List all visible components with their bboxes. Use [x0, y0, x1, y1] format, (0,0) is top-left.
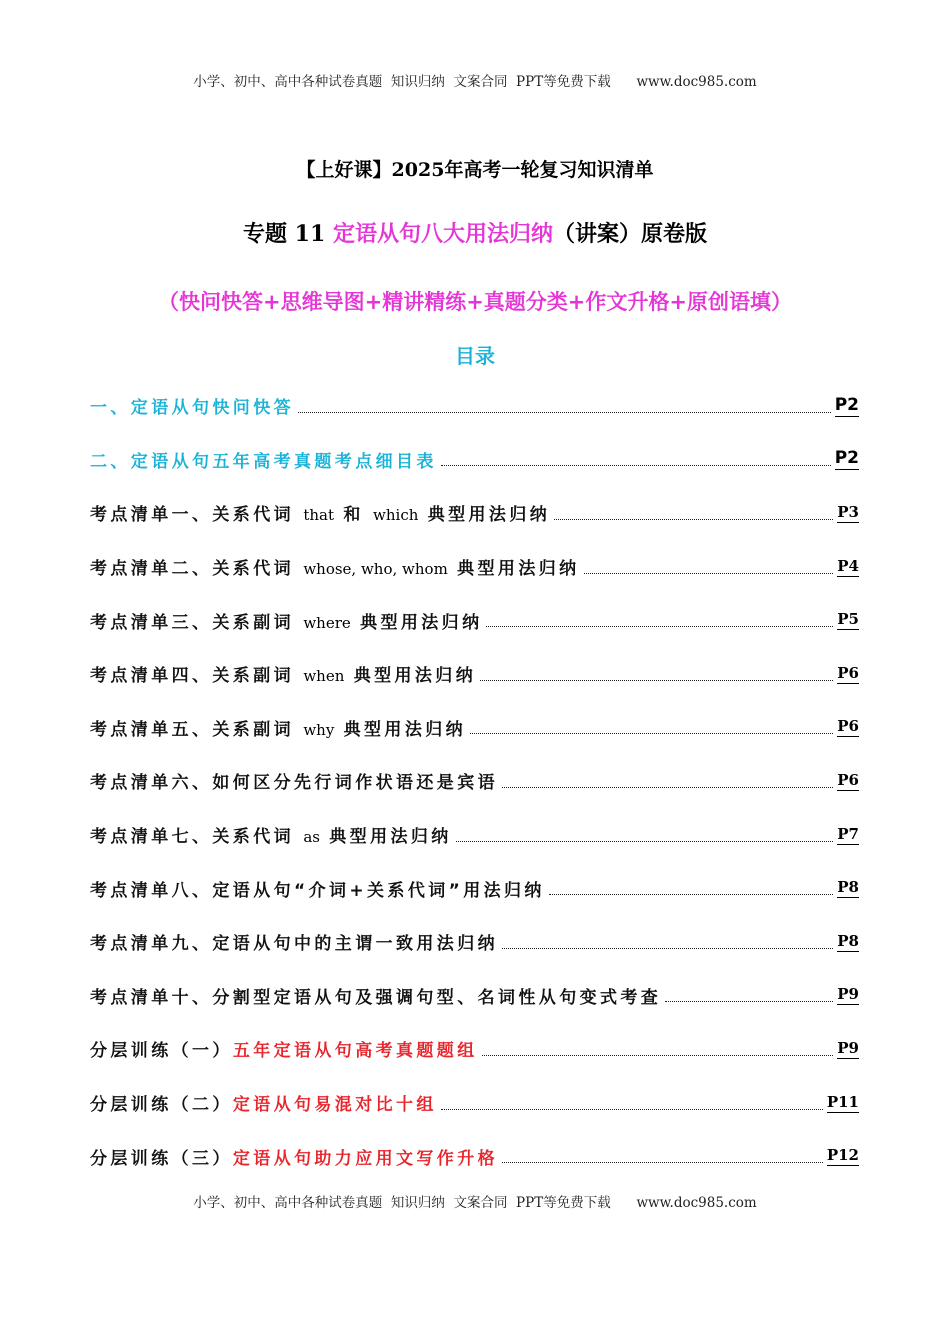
- toc-entry[interactable]: [90, 808, 859, 862]
- toc-entry-label: 考点清单一、关系代词 that 和 which 典型用法归纳: [90, 505, 551, 526]
- toc-entry-label: 分层训练（一）五年定语从句高考真题题组: [90, 1041, 478, 1062]
- footer-banner: 小学、初中、高中各种试卷真题 知识归纳 文案合同 PPT等免费下载 www.doc985.com: [193, 1195, 757, 1211]
- toc-leader: [441, 1108, 823, 1110]
- toc-leader: [456, 840, 834, 842]
- toc-entry-label: 考点清单四、关系副词 when 典型用法归纳: [90, 666, 477, 687]
- toc-entry[interactable]: [90, 754, 859, 808]
- toc-page-number: P2: [834, 394, 859, 415]
- table-of-contents: [90, 379, 859, 1183]
- features-line: （快问快答+思维导图+精讲精练+真题分类+作文升格+原创语填）: [158, 290, 792, 314]
- toc-page-number: P5: [837, 610, 859, 629]
- toc-page-number: P4: [837, 556, 859, 575]
- toc-page-number: P6: [837, 663, 859, 682]
- toc-leader: [502, 786, 833, 788]
- toc-page-number: P12: [826, 1146, 859, 1165]
- toc-leader: [584, 572, 834, 574]
- toc-leader: [441, 464, 831, 466]
- toc-entry-label: 考点清单七、关系代词 as 典型用法归纳: [90, 827, 452, 848]
- toc-page-number: P9: [837, 985, 859, 1004]
- title-rest: 年高考一轮复习知识清单: [444, 159, 654, 181]
- toc-entry[interactable]: [90, 1076, 859, 1130]
- toc-entry-label: 二、定语从句五年高考真题考点细目表: [90, 451, 437, 472]
- subtitle-number: 11: [294, 221, 326, 247]
- toc-leader: [480, 679, 833, 681]
- toc-entry-label: 一、定语从句快问快答: [90, 398, 294, 419]
- toc-leader: [486, 625, 833, 627]
- toc-leader: [482, 1054, 834, 1056]
- toc-entry[interactable]: [90, 379, 859, 433]
- toc-entry-label: 分层训练（二）定语从句易混对比十组: [90, 1095, 437, 1116]
- toc-entry-label: 考点清单六、如何区分先行词作状语还是宾语: [90, 773, 498, 794]
- toc-entry-label: 考点清单五、关系副词 why 典型用法归纳: [90, 719, 467, 740]
- toc-page-number: P9: [837, 1038, 859, 1057]
- toc-entry[interactable]: [90, 1129, 859, 1183]
- toc-page-number: P11: [826, 1092, 859, 1111]
- toc-page-number: P6: [837, 717, 859, 736]
- document-title: [0, 155, 950, 182]
- toc-entry[interactable]: [90, 915, 859, 969]
- title-year: 2025: [391, 159, 445, 181]
- toc-entry[interactable]: [90, 861, 859, 915]
- toc-leader: [502, 1161, 823, 1163]
- toc-entry[interactable]: [90, 433, 859, 487]
- toc-page-number: P2: [834, 448, 859, 469]
- toc-entry-label: 考点清单九、定语从句中的主谓一致用法归纳: [90, 934, 498, 955]
- toc-entry-label: 分层训练（三）定语从句助力应用文写作升格: [90, 1148, 499, 1169]
- toc-entry-label: 考点清单二、关系代词 whose, who, whom 典型用法归纳: [90, 559, 580, 580]
- toc-leader: [298, 411, 831, 413]
- toc-page-number: P3: [837, 502, 859, 521]
- toc-entry-label: 考点清单八、定语从句“介词+关系代词”用法归纳: [90, 880, 545, 901]
- title-prefix: 【上好课】: [296, 159, 392, 181]
- header-banner: 小学、初中、高中各种试卷真题 知识归纳 文案合同 PPT等免费下载 www.doc985.com: [193, 74, 757, 90]
- toc-leader: [502, 947, 833, 949]
- toc-page-number: P8: [837, 931, 859, 950]
- toc-entry[interactable]: [90, 969, 859, 1023]
- toc-entry[interactable]: [90, 647, 859, 701]
- toc-page-number: P8: [837, 878, 859, 897]
- subtitle-topic: 定语从句八大用法归纳: [332, 222, 553, 247]
- toc-page-number: P7: [837, 824, 859, 843]
- toc-leader: [665, 1000, 833, 1002]
- toc-leader: [554, 518, 833, 520]
- toc-heading: 目录: [455, 344, 495, 368]
- toc-entry[interactable]: [90, 486, 859, 540]
- toc-page-number: P6: [837, 770, 859, 789]
- toc-entry[interactable]: [90, 701, 859, 755]
- subtitle-tail: （讲案）原卷版: [552, 222, 707, 247]
- toc-entry[interactable]: [90, 540, 859, 594]
- toc-leader: [549, 893, 833, 895]
- toc-entry-label: 考点清单十、分割型定语从句及强调句型、名词性从句变式考查: [90, 987, 662, 1008]
- subtitle-lead: 专题: [242, 222, 287, 247]
- toc-entry-label: 考点清单三、关系副词 where 典型用法归纳: [90, 612, 483, 633]
- toc-leader: [470, 732, 833, 734]
- toc-entry[interactable]: [90, 593, 859, 647]
- document-subtitle: [0, 217, 950, 248]
- toc-entry[interactable]: [90, 1022, 859, 1076]
